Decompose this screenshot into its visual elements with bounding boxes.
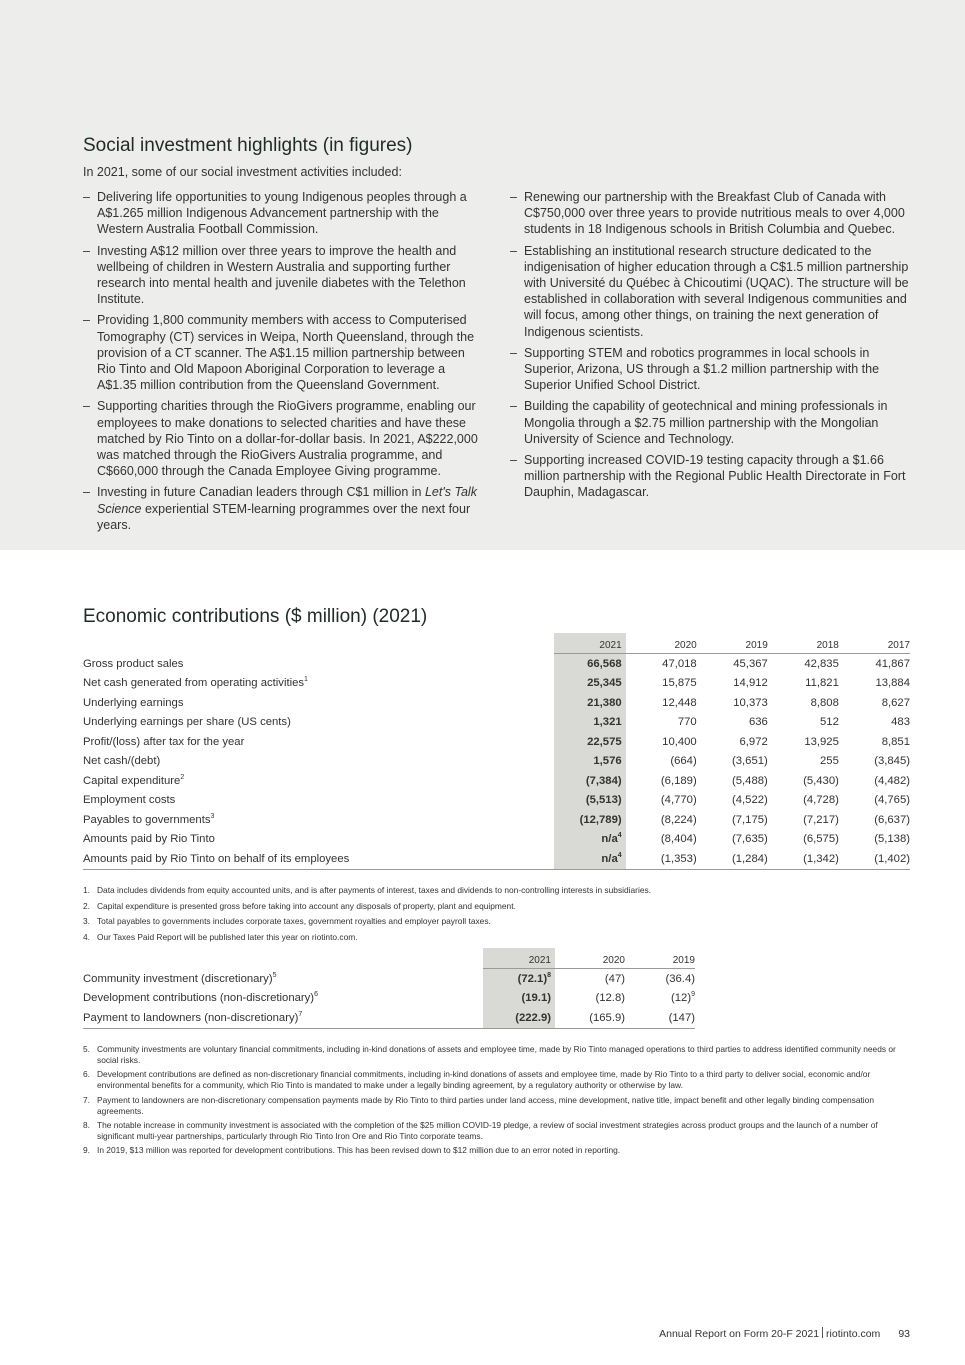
row-label: Employment costs [83, 794, 176, 807]
footnote [83, 1095, 910, 1117]
value-2017: (1,402) [839, 849, 910, 869]
page-number: 93 [898, 1328, 910, 1340]
value-2019: (7,175) [732, 813, 768, 826]
economic-table-body [83, 654, 910, 870]
value-2018: 512 [820, 716, 839, 729]
value-2020: (8,224) [660, 813, 697, 826]
value-2018: (1,342) [768, 849, 839, 869]
row-label: Payables to governments$^3$ [83, 812, 215, 826]
table-row [83, 713, 910, 733]
value-2018: (4,728) [803, 794, 839, 807]
table-row [83, 752, 910, 772]
footnote-ref: 2 [180, 773, 185, 781]
bullet-item: – Supporting increased COVID-19 testing capacity through a $1.66 million partnership with the Regional Public Health Directorate in Fort Dauphin, Madagascar. [510, 452, 910, 501]
value-2020: 15,875 [662, 677, 697, 690]
row-label: Amounts paid by Rio Tinto on behalf of its employees [83, 849, 554, 869]
header-blank [83, 948, 483, 969]
value-2018: 8,808 [810, 696, 839, 709]
footnote-text: Total payables to governments includes corporate taxes, government royalties and employer payroll taxes. [97, 916, 491, 927]
bullet-item: – Renewing our partnership with the Breakfast Club of Canada with C$750,000 over three years to provide nutritious meals to over 4,000 students in 18 Indigenous schools in British Columbia and Quebec. [510, 189, 910, 238]
year-header: 2021 [483, 948, 555, 969]
table-row [83, 693, 910, 713]
value-2020: (47) [604, 972, 625, 985]
value-2019: (7,635) [732, 833, 768, 846]
footnote-text: Our Taxes Paid Report will be published later this year on riotinto.com. [97, 931, 358, 942]
year-header: 2017 [839, 633, 910, 654]
footer-divider [822, 1327, 823, 1338]
value-2019: (5,488) [732, 774, 768, 787]
footnote-number: 3. [83, 916, 90, 927]
report-name: Annual Report on Form 20-F 2021 [659, 1328, 820, 1340]
footnote-ref: 6 [314, 991, 318, 999]
footnote [83, 932, 910, 943]
header-blank [83, 633, 554, 654]
value-2020: 10,400 [662, 735, 697, 748]
value-2021: 1,576 [554, 752, 626, 772]
footnote-ref: 1 [304, 676, 308, 684]
footnote-text: The notable increase in community investment is associated with the completion of the $25 million COVID-19 pledge, a review of social investment strategies across product groups and the launch of a number of significant multi-year partnerships, particularly through Rio Tinto Iron Ore and Rio Tinto corporate teams. [97, 1119, 878, 1141]
row-label: Underlying earnings [83, 696, 184, 709]
bullet-item: – Supporting STEM and robotics programmes in local schools in Superior, Arizona, US through a $1.2 million partnership with the Superior Unified School District. [510, 345, 910, 394]
community-table-body [83, 969, 695, 1029]
footnote-ref: 9 [691, 991, 695, 999]
value-2017: 8,627 [881, 696, 910, 709]
footnote [83, 1044, 910, 1066]
value-2020: (8,404) [660, 833, 697, 846]
value-2017: (6,637) [874, 813, 910, 826]
footnote-text: Development contributions are defined as non-discretionary financial commitments, including in-kind donations of assets and employee time, made by Rio Tinto to a third party to deliver social, economic and/or environmental benefits for a community, which Rio Tinto is mandated to make under a legally binding agreement, by a regulatory authority or otherwise by law. [97, 1069, 871, 1091]
row-label: Net cash/(debt) [83, 755, 161, 768]
table-row [83, 849, 910, 869]
footnote-number: 4. [83, 931, 90, 942]
footnote-ref: 5 [272, 971, 277, 979]
bullet-text: Investing in future Canadian leaders through C$1 million in [97, 485, 425, 500]
bullet-item: – Establishing an institutional research structure dedicated to the indigenisation of higher education through a C$1.5 million partnership with Université du Québec à Chicoutimi (UQAC). The structure will be established in collaboration with several Indigenous communities and will focus, among other things, on training the next generation of Indigenous scientists. [510, 243, 910, 340]
table-row [83, 791, 910, 811]
table-header-row [83, 633, 910, 654]
year-header: 2019 [697, 633, 768, 654]
value-2021: (7,384) [554, 771, 626, 791]
year-header: 2021 [554, 633, 626, 654]
bullet-text: experiential STEM-learning programmes over the next four years. [97, 501, 471, 532]
social-investment-intro: In 2021, some of our social investment activities included: [83, 165, 402, 179]
bullet-item: – Building the capability of geotechnical and mining professionals in Mongolia through a $2.75 million partnership with the Mongolian University of Science and Technology. [510, 398, 910, 447]
year-header: 2018 [768, 633, 839, 654]
footnote-number: 8. [83, 1119, 90, 1130]
value-2019: 636 [748, 716, 768, 729]
row-label: Profit/(loss) after tax for the year [83, 735, 245, 748]
row-label: Underlying earnings per share (US cents) [83, 716, 291, 729]
value-2019: 14,912 [733, 677, 768, 690]
value-2018: 13,925 [804, 735, 839, 748]
value-2017: (4,765) [874, 794, 910, 807]
value-2019: 45,367 [733, 657, 768, 670]
value-2019: (147) [625, 1008, 695, 1028]
footnote-text: Capital expenditure is presented gross before taking into account any disposals of property, plant and equipment. [97, 900, 516, 911]
website-link[interactable]: riotinto.com [826, 1328, 881, 1340]
value-2020: (664) [670, 755, 697, 768]
footnote-ref: 7 [298, 1010, 303, 1018]
table-row [83, 969, 695, 989]
footnote-ref: 3 [210, 812, 215, 820]
value-2021: 66,568 [554, 654, 626, 674]
value-2021: $(72.1)^8$ [483, 969, 555, 989]
footnote [83, 916, 910, 927]
value-2020: (12.8) [595, 992, 625, 1005]
footnote [83, 885, 910, 896]
value-2021: 1,321 [554, 713, 626, 733]
value-2018: (7,217) [803, 813, 839, 826]
value-2020: 12,448 [662, 696, 697, 709]
footnote-ref: 4 [617, 851, 622, 859]
community-footnotes [83, 1044, 910, 1159]
value-2018: 11,821 [805, 677, 839, 690]
value-2020: (165.9) [555, 1008, 625, 1028]
footnote-text: Payment to landowners are non-discretionary compensation payments made by Rio Tinto to third parties under land access, mine development, native title, impact benefit and other legally binding compensation agreements. [97, 1094, 874, 1116]
right-bullet-list [510, 189, 910, 506]
bullet-item: – Supporting charities through the RioGivers programme, enabling our employees to make donations to selected charities and have these matched by Rio Tinto on a dollar-for-dollar basis. In 2021, A$222,000 was matched through the RioGivers Australia programme, and C$660,000 through the Canada Employee Giving programme. [83, 398, 483, 479]
social-investment-title: Social investment highlights (in figures) [83, 135, 413, 156]
row-label: Community investment (discretionary)$^5$ [83, 971, 277, 985]
value-2020: (6,189) [660, 774, 697, 787]
bullet-item: – Delivering life opportunities to young Indigenous peoples through a A$1.265 million Indigenous Advancement partnership with the Western Australia Football Commission. [83, 189, 483, 238]
footnote [83, 1145, 910, 1156]
economic-footnotes [83, 885, 910, 947]
value-2020: 770 [677, 716, 697, 729]
value-2017: (5,138) [874, 833, 910, 846]
value-2021: 25,345 [554, 674, 626, 694]
value-2019: $(12)^9$ [671, 991, 695, 1005]
table-row [83, 771, 910, 791]
value-2019: 6,972 [739, 735, 768, 748]
footnote-text: Community investments are voluntary financial commitments, including in-kind donations of assets and employee time, made by Rio Tinto managed operations to third parties to address identified community needs or social risks. [97, 1044, 896, 1065]
value-2020: (1,353) [626, 849, 697, 869]
value-2017: 41,867 [875, 657, 910, 670]
footnote-text: Data includes dividends from equity accounted units, and is after payments of interest, taxes and dividends to non-controlling interests in subsidiaries. [97, 885, 651, 895]
footnote [83, 1069, 910, 1091]
bullet-item: – Investing A$12 million over three years to improve the health and wellbeing of children in Western Australia and supporting further research into mental health and juvenile diabetes with the Telethon Institute. [83, 243, 483, 308]
value-2017: 13,884 [875, 677, 910, 690]
value-2021: (19.1) [483, 989, 555, 1009]
value-2017: (3,845) [874, 755, 910, 768]
value-2021: (5,513) [554, 791, 626, 811]
value-2019: (1,284) [697, 849, 768, 869]
value-2021: $n/a^4$ [554, 830, 626, 850]
table-row [83, 830, 910, 850]
year-header: 2019 [625, 948, 695, 969]
value-2019: 10,373 [733, 696, 768, 709]
table-row [83, 1008, 695, 1028]
bullet-item: – Providing 1,800 community members with access to Computerised Tomography (CT) services in Weipa, North Queensland, through the provision of a CT scanner. The A$1.15 million partnership between Rio Tinto and Old Mapoon Aboriginal Corporation to leverage a A$1.35 million contribution from the Queensland Government. [83, 312, 483, 393]
value-2019: (3,651) [732, 755, 768, 768]
footnote-number: 6. [83, 1069, 90, 1080]
value-2021: (222.9) [483, 1008, 555, 1028]
footnote-number: 2. [83, 900, 90, 911]
table-row [83, 674, 910, 694]
value-2018: (6,575) [803, 833, 839, 846]
value-2021: 22,575 [554, 732, 626, 752]
footnote [83, 901, 910, 912]
footnote [83, 1120, 910, 1142]
row-label: Payment to landowners (non-discretionary)$^7$ [83, 1008, 483, 1028]
footnote-text: In 2019, $13 million was reported for development contributions. This has been revised down to $12 million due to an error noted in reporting. [97, 1145, 621, 1156]
value-2018: 255 [820, 755, 839, 768]
table-row [83, 654, 910, 674]
footnote-number: 9. [83, 1145, 90, 1156]
economic-contributions-title: Economic contributions ($ million) (2021) [83, 606, 428, 627]
table-row [83, 732, 910, 752]
row-label: Capital expenditure$^2$ [83, 773, 185, 787]
value-2018: (5,430) [803, 774, 839, 787]
year-header: 2020 [555, 948, 625, 969]
value-2018: 42,835 [804, 657, 839, 670]
page-footer [659, 1327, 910, 1340]
value-2017: 8,851 [881, 735, 910, 748]
row-label: Amounts paid by Rio Tinto [83, 833, 215, 846]
value-2021: 21,380 [554, 693, 626, 713]
value-2019: (4,522) [732, 794, 768, 807]
value-2019: (36.4) [665, 972, 695, 985]
economic-contributions-table [83, 633, 910, 870]
programme-name: Let's Talk Science [97, 485, 477, 516]
value-2020: 47,018 [662, 657, 697, 670]
table-row [83, 989, 695, 1009]
footnote-number: 1. [83, 885, 90, 895]
bullet-item [83, 484, 483, 533]
footnote-number: 7. [83, 1094, 90, 1105]
row-label: Development contributions (non-discretionary)$^6$ [83, 991, 318, 1005]
value-2017: 483 [891, 716, 910, 729]
community-investment-table [83, 948, 695, 1029]
value-2021: (12,789) [554, 810, 626, 830]
footnote-ref: 4 [617, 832, 622, 840]
footnote-ref: 8 [547, 971, 551, 979]
value-2020: (4,770) [660, 794, 697, 807]
value-2017: (4,482) [874, 774, 910, 787]
row-label: Gross product sales [83, 657, 184, 670]
value-2021: $n/a^4$ [554, 849, 626, 869]
footnote-number: 5. [83, 1044, 90, 1054]
table-header-row [83, 948, 695, 969]
year-header: 2020 [626, 633, 697, 654]
row-label: Net cash generated from operating activities$^1$ [83, 676, 308, 690]
left-bullet-list [83, 189, 483, 538]
table-row [83, 810, 910, 830]
